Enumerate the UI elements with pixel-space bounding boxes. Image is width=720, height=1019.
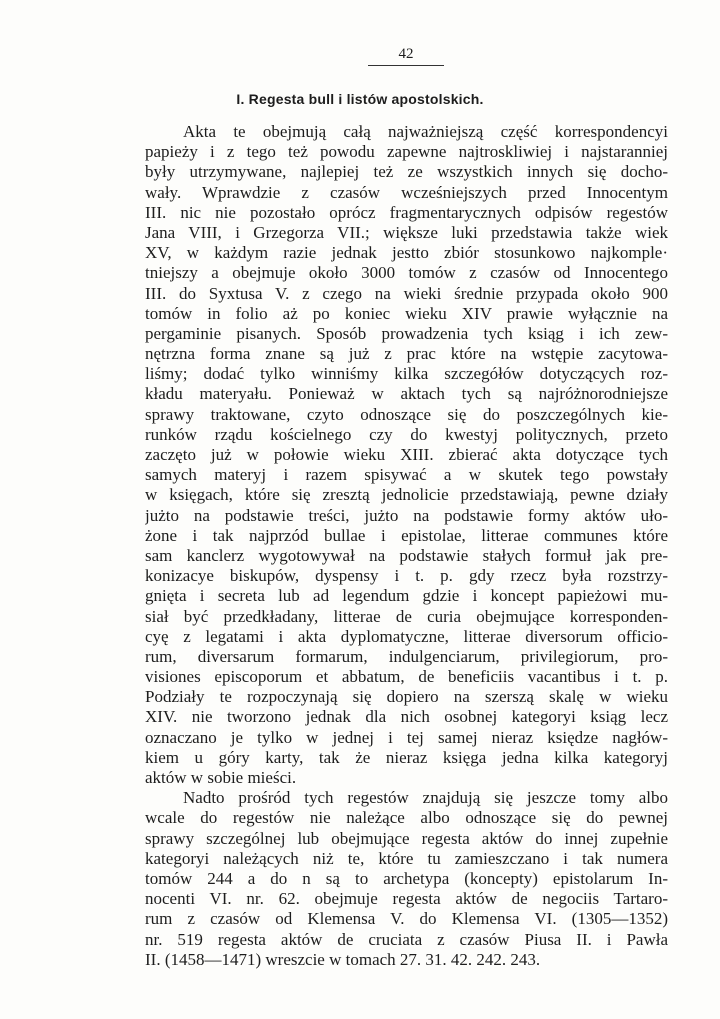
text-line: sprawy traktowane, czyto odnoszące się do poszczególnych kie- <box>145 404 668 424</box>
paragraph-2 <box>145 788 668 970</box>
text-line: wcale do regestów nie należące albo odnoszące się do pewnej <box>145 808 668 828</box>
text-line: Nadto prośród tych regestów znajdują się jeszcze tomy albo <box>183 788 668 808</box>
section-title: I. Regesta bull i listów apostolskich. <box>236 91 484 107</box>
text-line: kategoryi należących niż te, które tu zamieszczano i tak numera <box>145 848 668 868</box>
text-line: papieży i z tego też powodu zapewne najtroskliwiej i najstaranniej <box>145 142 668 162</box>
body-text <box>145 122 668 970</box>
text-line: kładu materyału. Ponieważ w aktach tych są najróżnorodniejsze <box>145 384 668 404</box>
text-line: rum, diversarum formarum, indulgenciarum, privilegiorum, pro- <box>145 646 668 666</box>
text-line: nętrzna forma znane są już z prac które na wstępie zacytowa- <box>145 344 668 364</box>
text-line: siał być przedkładany, litterae de curia obejmujące korresponden- <box>145 606 668 626</box>
text-line: Jana VIII, i Grzegorza VII.; większe luki przedstawia także wiek <box>145 222 668 242</box>
text-line: konizacye biskupów, dyspensy i t. p. gdy rzecz była rozstrzy- <box>145 566 668 586</box>
text-line: III. do Syxtusa V. z czego na wieki średnie przypada około 900 <box>145 283 668 303</box>
text-line: kiem u góry karty, tak że nieraz księga jedna kilka kategoryj <box>145 747 668 767</box>
text-line: cyę z legatami i akta dyplomatyczne, litterae diversorum officio- <box>145 626 668 646</box>
text-line: tniejszy a obejmuje około 3000 tomów z czasów od Innocentego <box>145 263 668 283</box>
text-line: Akta te obejmują całą najważniejszą część korrespondencyi <box>183 122 668 141</box>
page-number: 42 <box>368 46 444 66</box>
text-line: nr. 519 regesta aktów de cruciata z czasów Piusa II. i Pawła <box>145 929 668 949</box>
text-line: aktów w sobie mieści. <box>145 768 297 787</box>
text-line: nocenti VI. nr. 62. obejmuje regesta aktów de negociis Tartaro- <box>145 889 668 909</box>
text-line: tomów 244 a do n są to archetypa (koncepty) epistolarum In- <box>145 868 668 888</box>
text-line: Podziały te rozpoczynają się dopiero na szerszą skalę w wieku <box>145 687 668 707</box>
text-line: II. (1458—1471) wreszcie w tomach 27. 31. 42. 242. 243. <box>145 949 541 969</box>
text-line: XV, w każdym razie jednak jestto zbiór stosunkowo najkomple· <box>145 243 668 263</box>
text-line: XIV. nie tworzono jednak dla nich osobnej kategoryi ksiąg lecz <box>145 707 668 727</box>
text-line: III. nic nie pozostało oprócz fragmentarycznych odpisów regestów <box>145 202 668 222</box>
text-line: liśmy; dodać tylko winniśmy kilka szczegółów dotyczących roz- <box>145 364 668 384</box>
text-line: sprawy szczególnej lub obejmujące regesta aktów do innej zupełnie <box>145 828 668 848</box>
text-line: rum z czasów od Klemensa V. do Klemensa VI. (1305—1352) <box>145 909 668 929</box>
text-line: w księgach, które się zresztą jednolicie przedstawiają, pewne działy <box>145 485 668 505</box>
text-line: runków rządu kościelnego czy do kwestyj politycznych, przeto <box>145 424 668 444</box>
text-line: były utrzymywane, najlepiej też ze wszystkich innych się docho- <box>145 162 668 182</box>
text-line: zaczęto już w połowie wieku XIII. zbierać akta dotyczące tych <box>145 445 668 464</box>
text-line: pergaminie pisanych. Sposób prowadzenia tych ksiąg i ich zew- <box>145 323 668 343</box>
text-line: wały. Wprawdzie z czasów wcześniejszych przed Innocentym <box>145 182 668 202</box>
text-line: żone i tak najprzód bullae i epistolae, litterae communes które <box>145 525 668 545</box>
text-line: tomów in folio aż po koniec wieku XIV prawie wyłącznie na <box>145 303 668 323</box>
text-line: oznaczano je tylko w jednej i tej samej nieraz księdze nagłów- <box>145 727 668 747</box>
paragraph-1 <box>145 122 668 788</box>
text-line: gnięta i secreta lub ad legendum gdzie i koncept papieżowi mu- <box>145 586 668 606</box>
text-line: sam kanclerz wygotowywał na podstawie stałych formuł jak pre- <box>145 545 668 565</box>
text-line: jużto na podstawie treści, jużto na podstawie formy aktów uło- <box>145 505 668 525</box>
text-line: samych materyj i razem spisywać a w skutek tego powstały <box>145 465 668 485</box>
text-line: visiones episcoporum et abbatum, de beneficiis vacantibus i t. p. <box>145 667 668 687</box>
